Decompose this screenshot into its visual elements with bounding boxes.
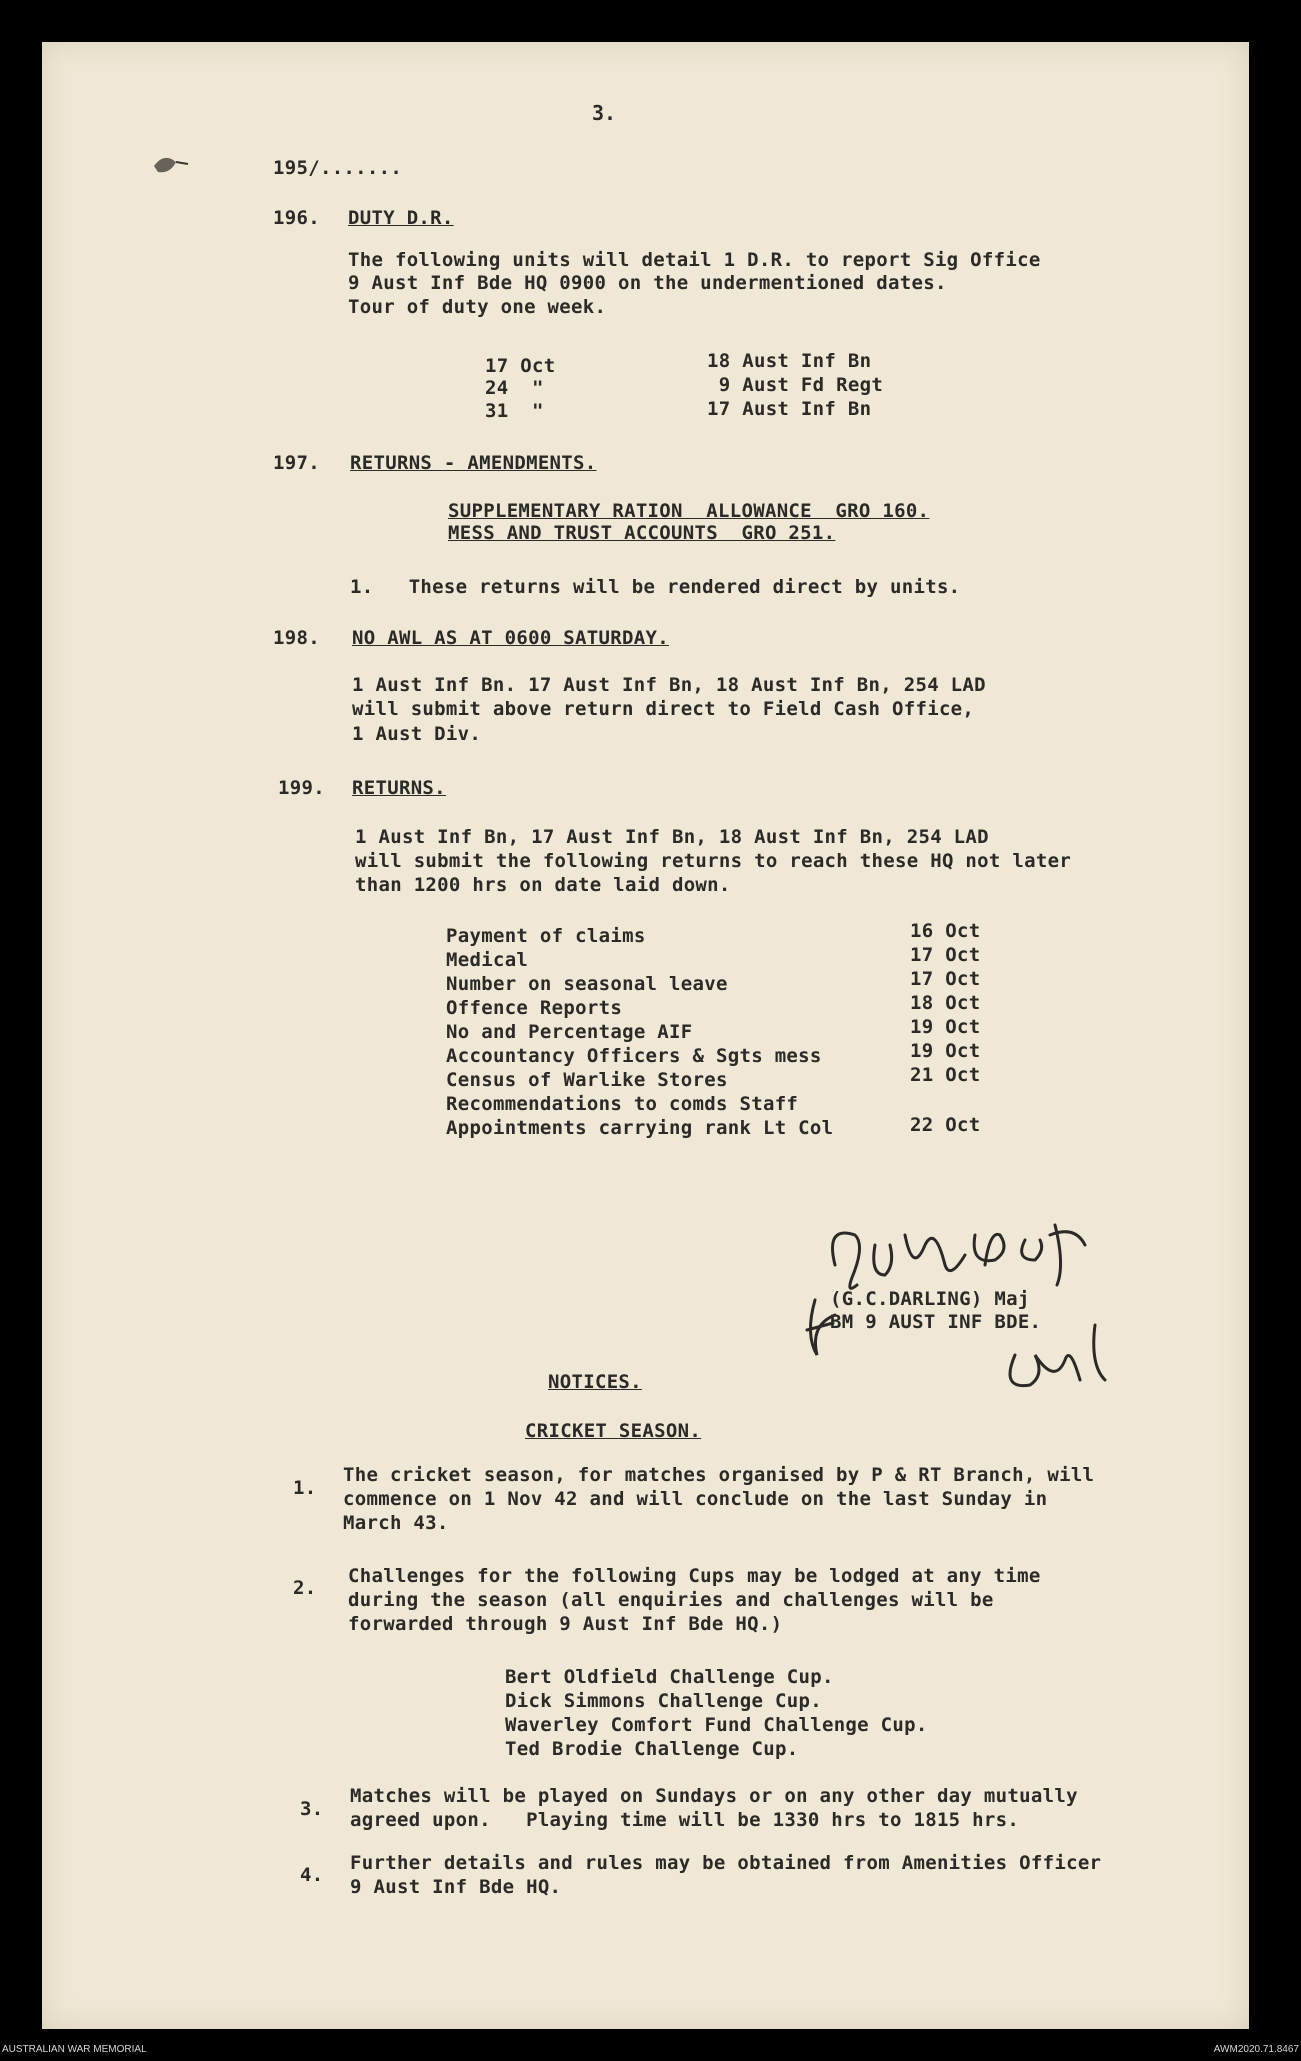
text-line: Tour of duty one week. — [348, 296, 607, 318]
text-line: RETURNS - AMENDMENTS. — [350, 452, 597, 474]
text-line: 197. — [273, 452, 320, 474]
text-line: BM 9 AUST INF BDE. — [830, 1311, 1042, 1333]
text-line: 18 Aust Inf Bn — [707, 350, 872, 372]
text-line: SUPPLEMENTARY RATION ALLOWANCE GRO 160. — [448, 500, 930, 522]
ink-smudge — [150, 148, 190, 178]
text-line: Bert Oldfield Challenge Cup. — [505, 1666, 834, 1688]
text-line: 1 Aust Inf Bn. 17 Aust Inf Bn, 18 Aust Inf Bn, 254 LAD — [352, 674, 986, 696]
text-line: Recommendations to comds Staff — [446, 1093, 799, 1115]
text-line: forwarded through 9 Aust Inf Bde HQ.) — [348, 1613, 783, 1635]
text-line: commence on 1 Nov 42 and will conclude on the last Sunday in — [343, 1488, 1048, 1510]
text-line: 17 Aust Inf Bn — [707, 398, 872, 420]
text-line: 195/....... — [273, 157, 403, 179]
text-line: March 43. — [343, 1512, 449, 1534]
text-line: 4. — [300, 1864, 324, 1886]
text-line: 9 Aust Inf Bde HQ 0900 on the undermentioned dates. — [348, 272, 947, 294]
text-line: 24 " — [485, 377, 544, 399]
text-line: The cricket season, for matches organised by P & RT Branch, will — [343, 1464, 1095, 1486]
text-line: Dick Simmons Challenge Cup. — [505, 1690, 822, 1712]
text-line: 21 Oct — [910, 1064, 981, 1086]
text-line: than 1200 hrs on date laid down. — [355, 874, 731, 896]
footer-credit: AUSTRALIAN WAR MEMORIAL — [2, 2044, 147, 2055]
text-line: 9 Aust Inf Bde HQ. — [350, 1876, 562, 1898]
text-line: Medical — [446, 949, 529, 971]
text-line: Waverley Comfort Fund Challenge Cup. — [505, 1714, 928, 1736]
text-line: Ted Brodie Challenge Cup. — [505, 1738, 799, 1760]
text-line: 1 Aust Div. — [352, 723, 482, 745]
footer-accession-number: AWM2020.71.8467 — [1213, 2044, 1299, 2055]
text-line: Census of Warlike Stores — [446, 1069, 728, 1091]
text-line: agreed upon. Playing time will be 1330 hrs to 1815 hrs. — [350, 1809, 1020, 1831]
text-line: NOTICES. — [548, 1371, 642, 1393]
text-line: The following units will detail 1 D.R. to report Sig Office — [348, 249, 1041, 271]
text-line: 18 Oct — [910, 992, 981, 1014]
text-line: Further details and rules may be obtained from Amenities Officer — [350, 1852, 1102, 1874]
text-line: 3. — [300, 1798, 324, 1820]
text-line: DUTY D.R. — [348, 207, 454, 229]
text-line: 1 Aust Inf Bn, 17 Aust Inf Bn, 18 Aust Inf Bn, 254 LAD — [355, 826, 989, 848]
text-line: during the season (all enquiries and challenges will be — [348, 1589, 994, 1611]
text-line: Payment of claims — [446, 925, 646, 947]
text-line: 17 Oct — [485, 355, 556, 377]
text-line: 17 Oct — [910, 944, 981, 966]
text-line: 19 Oct — [910, 1016, 981, 1038]
text-line: 22 Oct — [910, 1114, 981, 1136]
text-line: 31 " — [485, 400, 544, 422]
text-line: No and Percentage AIF — [446, 1021, 693, 1043]
text-line: 17 Oct — [910, 968, 981, 990]
handwritten-signature — [795, 1205, 1165, 1415]
text-line: 1. — [293, 1477, 317, 1499]
text-line: RETURNS. — [352, 777, 446, 799]
text-line: Challenges for the following Cups may be lodged at any time — [348, 1565, 1041, 1587]
text-line: 2. — [293, 1577, 317, 1599]
text-line: 196. — [273, 207, 320, 229]
text-line: CRICKET SEASON. — [525, 1420, 702, 1442]
text-line: Appointments carrying rank Lt Col — [446, 1117, 834, 1139]
text-line: 1. These returns will be rendered direct by units. — [350, 576, 961, 598]
text-line: 9 Aust Fd Regt — [707, 374, 884, 396]
page-number: 3. — [592, 101, 617, 125]
text-line: 16 Oct — [910, 920, 981, 942]
text-line: Number on seasonal leave — [446, 973, 728, 995]
text-line: Matches will be played on Sundays or on any other day mutually — [350, 1785, 1078, 1807]
text-line: 198. — [273, 627, 320, 649]
text-line: NO AWL AS AT 0600 SATURDAY. — [352, 627, 669, 649]
text-line: will submit the following returns to reach these HQ not later — [355, 850, 1072, 872]
text-line: (G.C.DARLING) Maj — [830, 1288, 1030, 1310]
text-line: will submit above return direct to Field Cash Office, — [352, 698, 975, 720]
text-line: 19 Oct — [910, 1040, 981, 1062]
text-line: Offence Reports — [446, 997, 623, 1019]
text-line: MESS AND TRUST ACCOUNTS GRO 251. — [448, 522, 836, 544]
text-line: Accountancy Officers & Sgts mess — [446, 1045, 822, 1067]
text-line: 199. — [278, 777, 325, 799]
